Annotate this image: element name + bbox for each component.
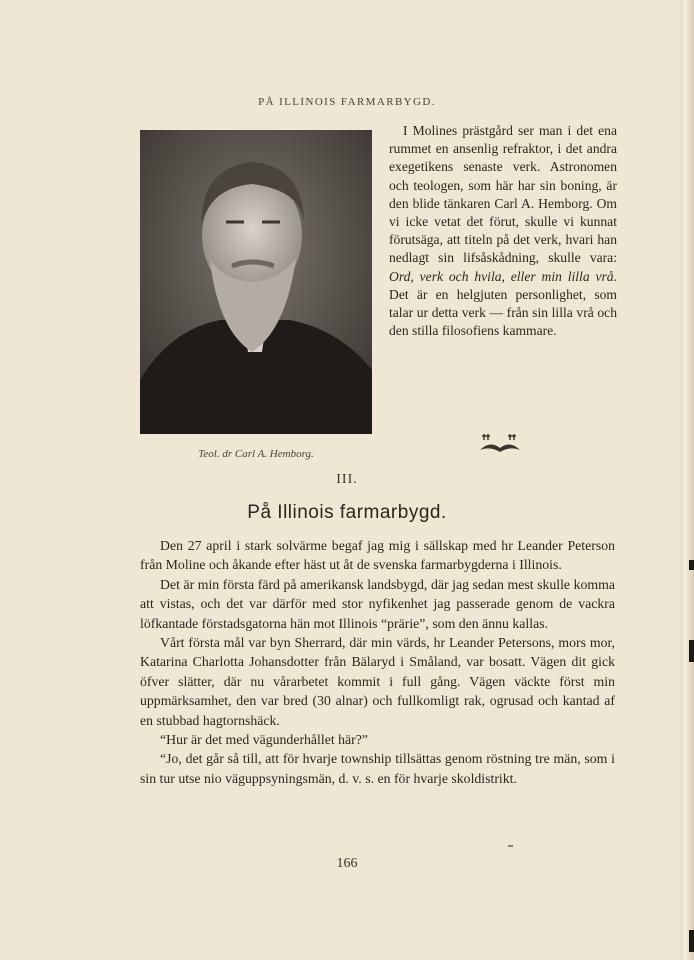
paragraph: “Hur är det med vägunderhållet här?” [160,732,368,748]
section-title: På Illinois farmarbygd. [247,502,447,523]
side-paragraph-text [389,122,617,340]
side-paragraph [389,122,617,340]
portrait-photo [140,130,372,434]
edge-mark [689,930,694,952]
edge-mark [689,640,694,662]
paragraph: Den 27 april i stark solvärme begaf jag mig i sällskap med hr Leander Peterson från Moline och åkande efter häst ut åt de svenska farmarbygderna i Illinois. [140,538,615,573]
side-text-part: Det är en helgjuten personlighet, som talar ur detta verk — från sin lilla vrå och den stilla filosofiens kammare. [389,286,617,339]
paragraph: Vårt första mål var byn Sherrard, där min värds, hr Leander Petersons, mors mor, Katarina Charlotta Johansdotter från Bälaryd i Småland, var bosatt. Vägen dit gick öfver slätter, där nu vårarbetet kommit i full gång. Vägen väckte först min uppmärksamhet, den var bred (30 alnar) och fullkomligt rak, ogrusad och kantad af en stubbad hagtornshäck. [140,635,615,728]
edge-mark [689,560,694,570]
book-title: Ord, verk och hvila, eller min lilla vrå. [389,268,617,284]
page-number: 166 [336,856,358,871]
body-text [140,536,615,788]
section-number: III. [336,472,358,487]
paragraph: “Jo, det går så till, att för hvarje township tillsättas genom röstning tre män, som i sin tur utse nio väguppsyningsmän, d. v. s. en för hvarje skoldistrikt. [140,751,615,786]
portrait-caption: Teol. dr Carl A. Hemborg. [198,448,314,460]
ink-speck [508,845,513,847]
paragraph: Det är min första färd på amerikansk landsbygd, där jag sedan mest skulle komma att vistas, och det var därför med stor nyfikenhet jag passerade genom de vackra löfkantade förstadsgatorna hän mot Illinois “prärie”, som den ännu kallas. [140,576,615,631]
side-text-part: I Molines prästgård ser man i det ena rummet en ansenlig refraktor, i det andra exegetikens senaste verk. Astronomen och teologen, som här har sin boning, är den blide tänkaren Carl A. Hemborg. Om vi icke vetat det förut, skulle vi kunnat förutsäga, att titeln på det verk, hvari han nedlagt sin lifsåskådning, skulle vara: [389,123,617,266]
running-head: PÅ ILLINOIS FARMARBYGD. [258,96,436,108]
ornament-icon [478,430,522,454]
